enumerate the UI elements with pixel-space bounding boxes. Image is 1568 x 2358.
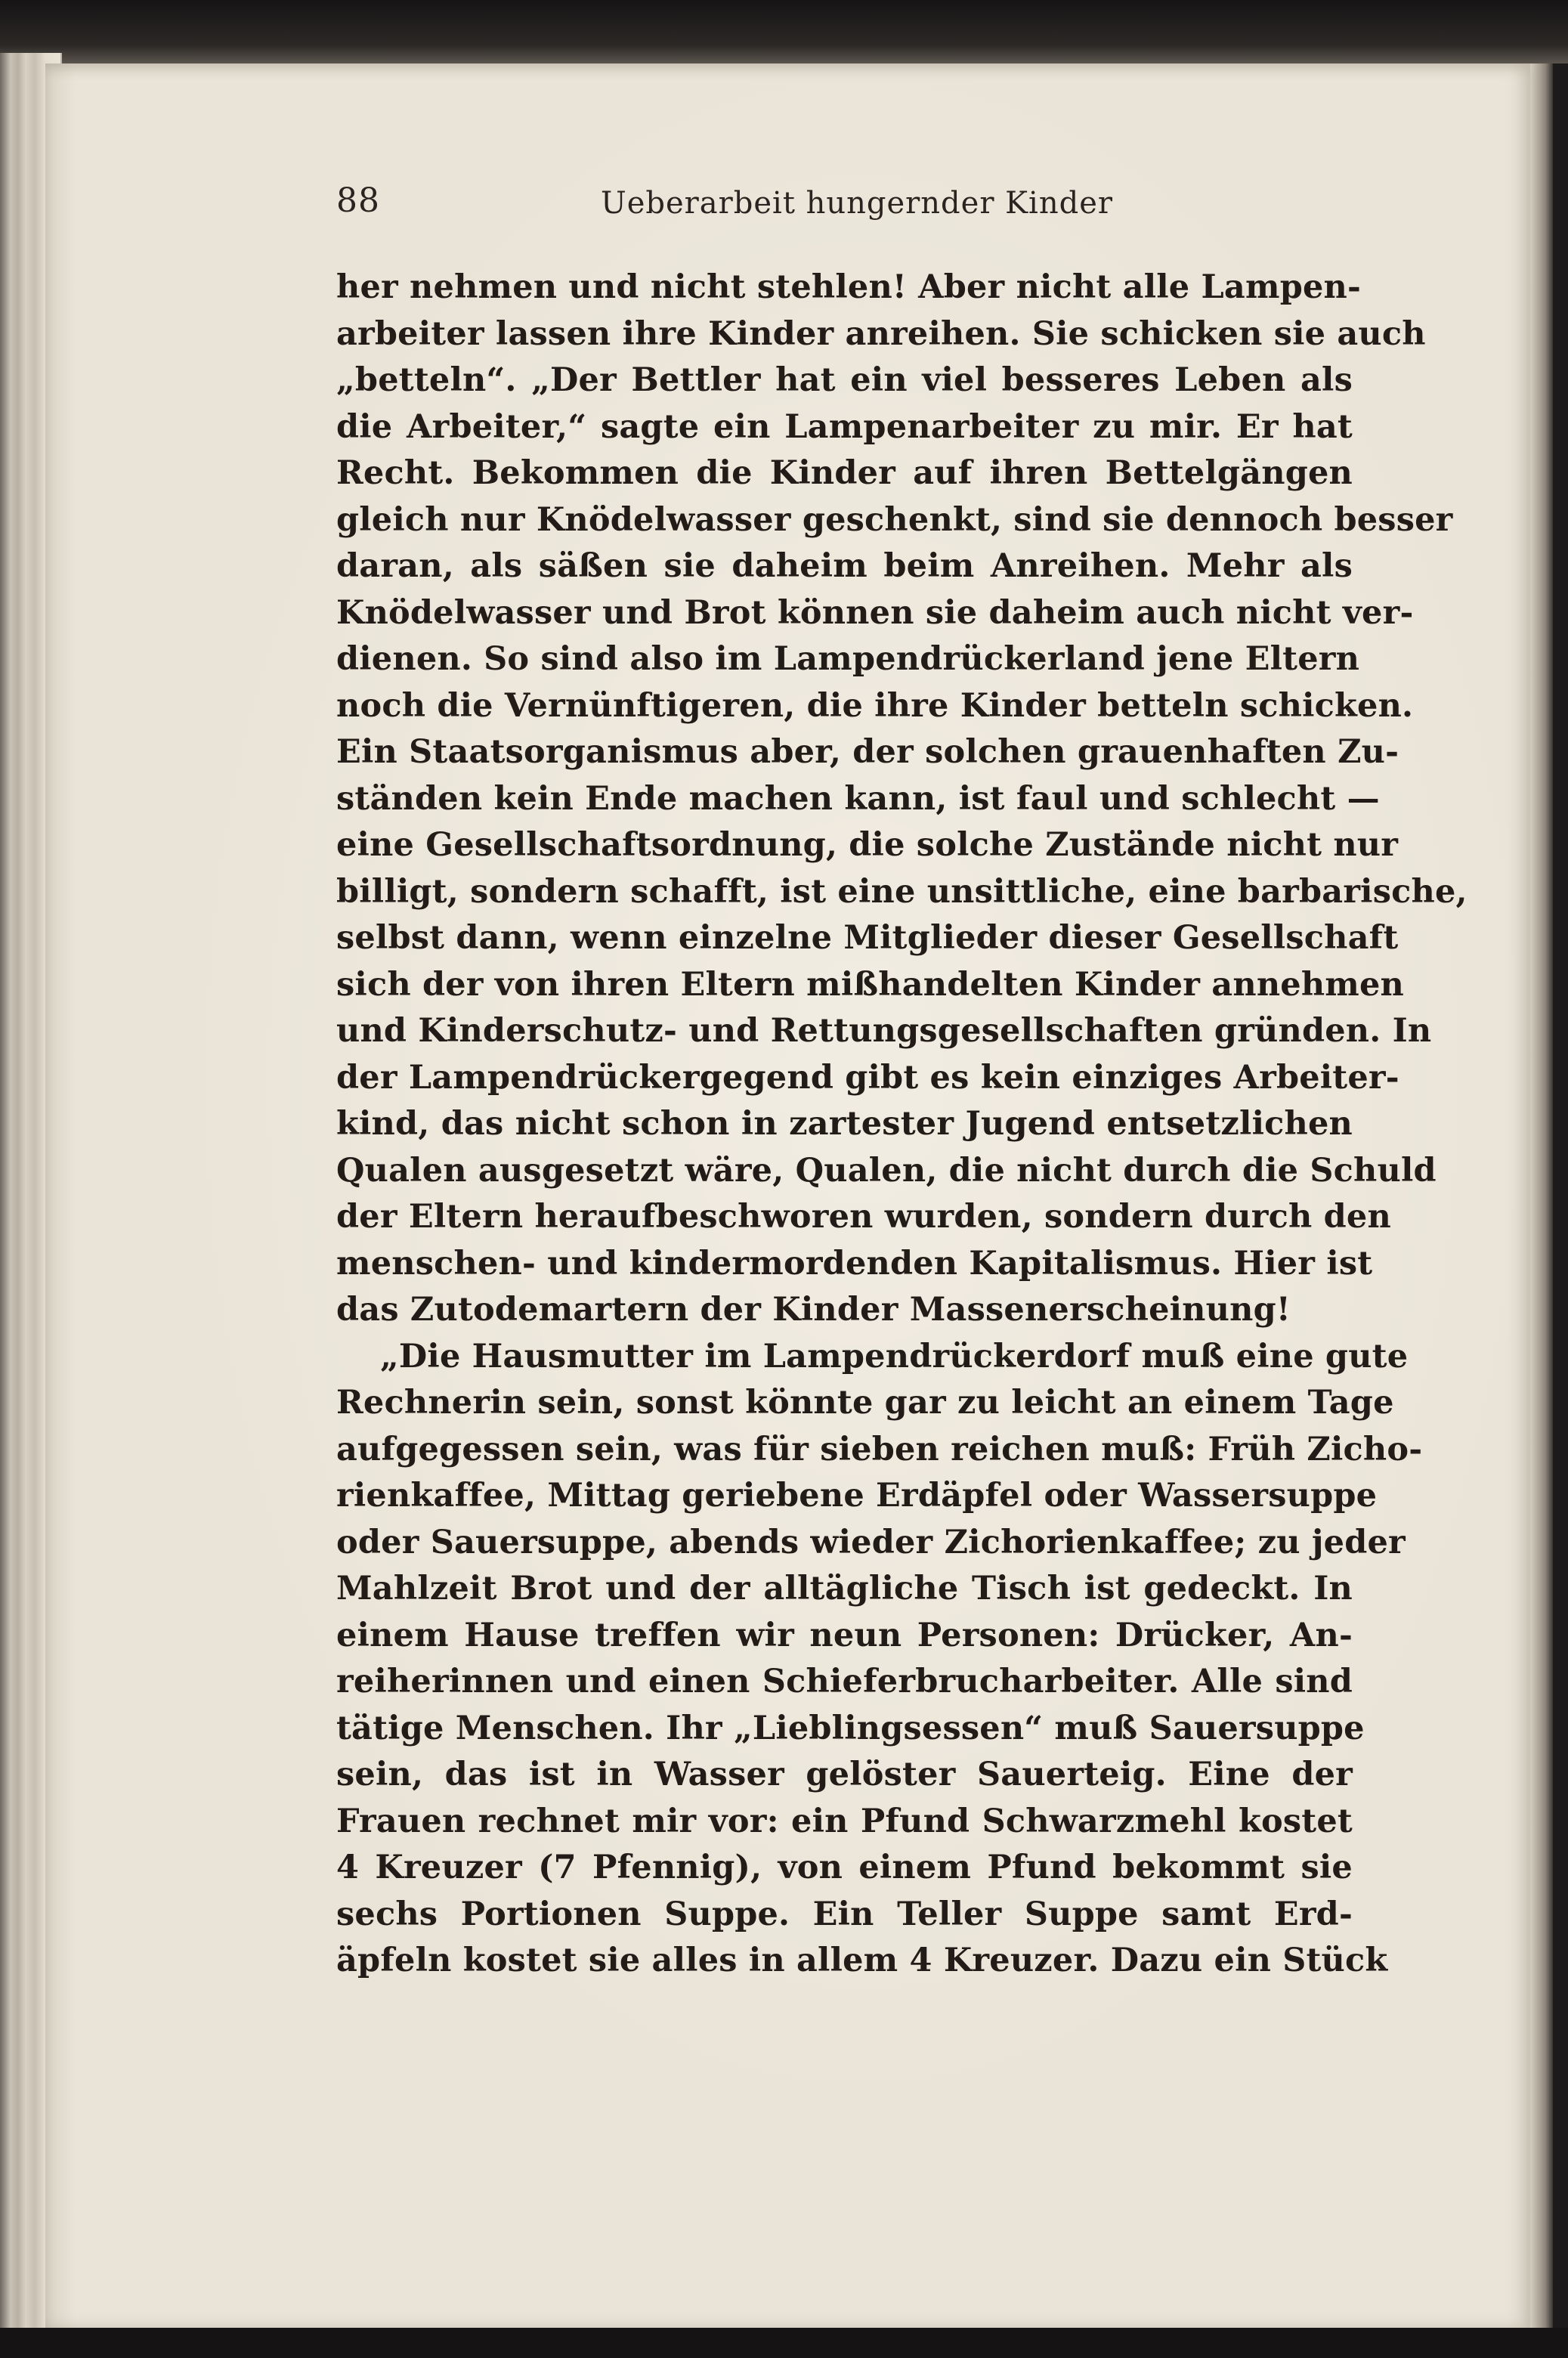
text-line: „Die Hausmutter im Lampendrückerdorf muß eine gute xyxy=(380,1337,1409,1376)
page-edge-right xyxy=(1530,63,1553,2328)
text-line: sich der von ihren Eltern mißhandelten Kinder annehmen xyxy=(336,965,1405,1004)
text-line: Rechnerin sein, sonst könnte gar zu leicht an einem Tage xyxy=(336,1384,1394,1422)
text-line: her nehmen und nicht stehlen! Aber nicht alle Lampen- xyxy=(336,268,1362,306)
text-line: daran, als säßen sie daheim beim Anreihen. Mehr als xyxy=(336,547,1353,585)
text-line: sein, das ist in Wasser gelöster Sauerteig. Eine der xyxy=(336,1756,1353,1793)
text-line: arbeiter lassen ihre Kinder anreihen. Sie schicken sie auch xyxy=(336,314,1426,353)
paragraph xyxy=(336,1334,1423,1985)
text-line: äpfeln kostet sie alles in allem 4 Kreuzer. Dazu ein Stück xyxy=(336,1942,1388,1979)
text-line: und Kinderschutz- und Rettungsgesellschaften gründen. In xyxy=(336,1012,1432,1050)
text-line: rienkaffee, Mittag geriebene Erdäpfel oder Wassersuppe xyxy=(336,1477,1378,1515)
text-line: kind, das nicht schon in zartester Jugend entsetzlichen xyxy=(336,1105,1353,1143)
text-line: einem Hause treffen wir neun Personen: Drücker, An- xyxy=(336,1616,1353,1654)
text-line: aufgegessen sein, was für sieben reichen muß: Früh Zicho- xyxy=(336,1430,1423,1468)
text-line: Knödelwasser und Brot können sie daheim auch nicht ver- xyxy=(336,593,1414,632)
text-line: „betteln“. „Der Bettler hat ein viel besseres Leben als xyxy=(336,361,1353,399)
text-line: der Lampendrückergegend gibt es kein einziges Arbeiter- xyxy=(336,1058,1399,1097)
text-line: Ein Staatsorganismus aber, der solchen grauenhaften Zu- xyxy=(336,733,1399,771)
scan-background-top xyxy=(0,0,1568,63)
text-line: Recht. Bekommen die Kinder auf ihren Bettelgängen xyxy=(336,454,1353,492)
text-line: 4 Kreuzer (7 Pfennig), von einem Pfund bekommt sie xyxy=(336,1849,1353,1886)
text-line: eine Gesellschaftsordnung, die solche Zustände nicht nur xyxy=(336,826,1399,864)
text-line: Frauen rechnet mir vor: ein Pfund Schwarzmehl kostet xyxy=(336,1802,1353,1840)
paragraph xyxy=(336,265,1467,1334)
text-line: gleich nur Knödelwasser geschenkt, sind sie dennoch besser xyxy=(336,500,1453,539)
text-line: dienen. So sind also im Lampendrückerland jene Eltern xyxy=(336,640,1360,678)
text-line: Mahlzeit Brot und der alltägliche Tisch ist gedeckt. In xyxy=(336,1570,1353,1608)
text-line: menschen- und kindermordenden Kapitalismus. Hier ist xyxy=(336,1244,1373,1283)
text-line: oder Sauersuppe, abends wieder Zichorienkaffee; zu jeder xyxy=(336,1523,1406,1561)
running-title: Ueberarbeit hungernder Kinder xyxy=(601,186,1114,221)
text-line: das Zutodemartern der Kinder Massenerscheinung! xyxy=(336,1291,1291,1329)
page-header xyxy=(336,181,1353,234)
text-line: der Eltern heraufbeschworen wurden, sondern durch den xyxy=(336,1198,1391,1236)
text-line: noch die Vernünftigeren, die ihre Kinder betteln schicken. xyxy=(336,686,1414,725)
body-text xyxy=(336,265,1467,1985)
text-line: billigt, sondern schafft, ist eine unsittliche, eine barbarische, xyxy=(336,872,1467,911)
text-line: Qualen ausgesetzt wäre, Qualen, die nicht durch die Schuld xyxy=(336,1151,1437,1190)
text-line: reiherinnen und einen Schieferbrucharbeiter. Alle sind xyxy=(336,1663,1353,1700)
page-number: 88 xyxy=(336,181,380,220)
text-line: ständen kein Ende machen kann, ist faul und schlecht — xyxy=(336,779,1380,818)
text-line: tätige Menschen. Ihr „Lieblingsessen“ muß Sauersuppe xyxy=(336,1709,1365,1747)
text-line: die Arbeiter,“ sagte ein Lampenarbeiter zu mir. Er hat xyxy=(336,407,1353,446)
text-line: selbst dann, wenn einzelne Mitglieder dieser Gesellschaft xyxy=(336,919,1399,957)
text-line: sechs Portionen Suppe. Ein Teller Suppe samt Erd- xyxy=(336,1895,1353,1933)
scan-background-bottom xyxy=(0,2328,1568,2358)
